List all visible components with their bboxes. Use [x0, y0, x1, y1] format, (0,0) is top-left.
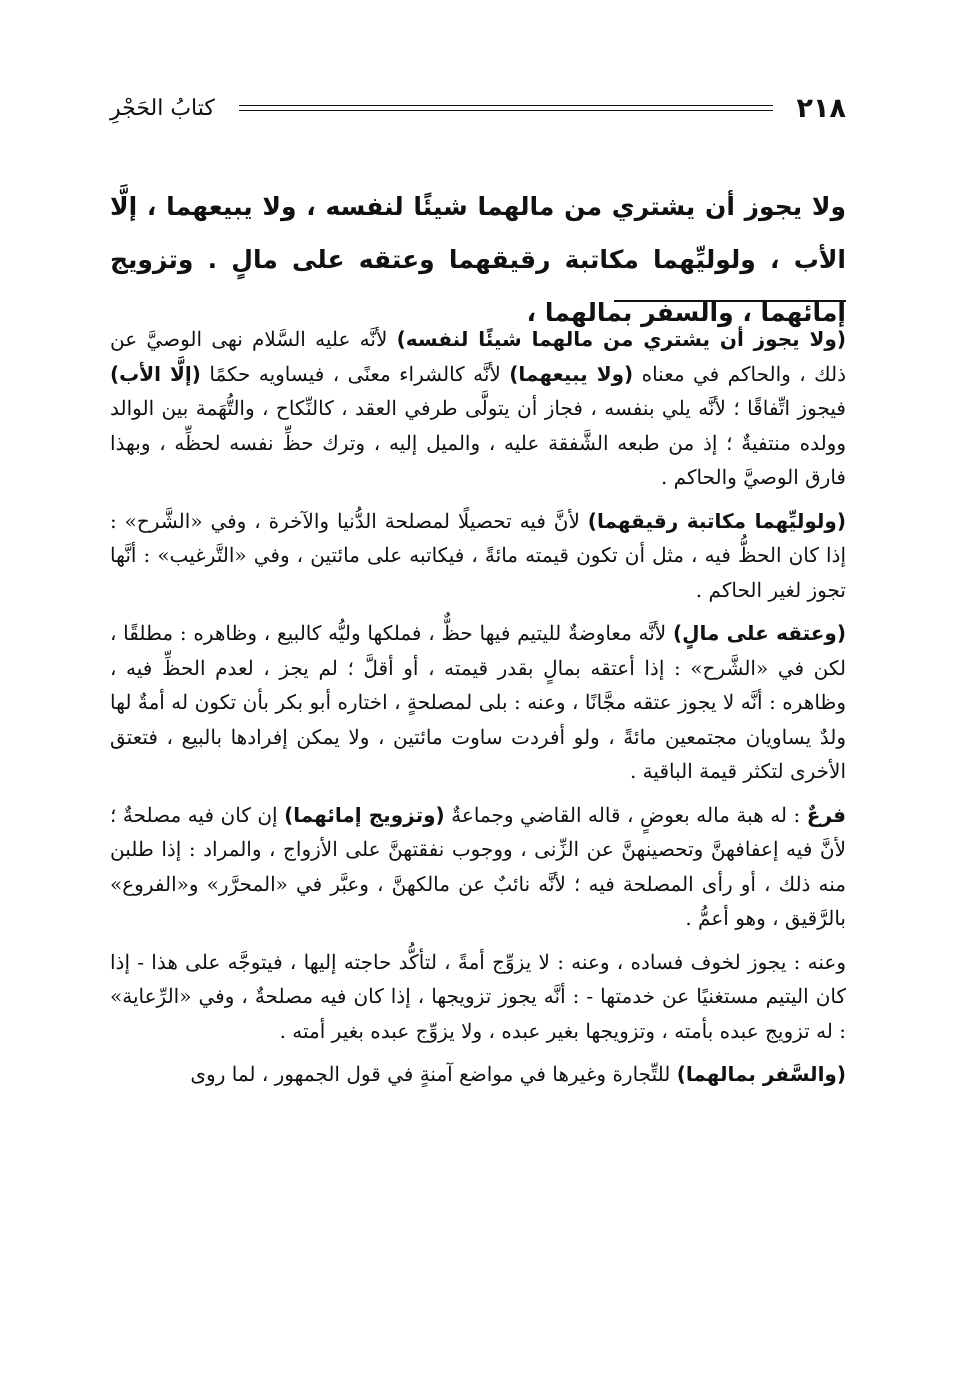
commentary-paragraph	[110, 322, 846, 495]
quoted-matn: (ولا يجوز أن يشتري من مالهما شيئًا لنفسه)	[396, 327, 846, 351]
quoted-matn: (ولوليِّهما مكاتبة رقيقهما)	[587, 508, 846, 533]
commentary-text: لأنَّه معاوضةٌ لليتيم فيها حظٌّ ، فملكها وليُّه كالبيع ، وظاهره : مطلقًا ، لكن في «الشَّرح» : إذا أعتقه بمالٍ بقدر قيمته ، أو أقلَّ ؛ لم يجز ، لعدم الحظِّ فيه ، وظاهره : أنَّه لا يجوز عتقه مجَّانًا ، وعنه : بلى لمصلحةٍ ، اختاره أبو بكر بأن تكون له أمةٌ لها ولدٌ يساويان مجتمعين مائةً ، ولو أفردت ساوت مائتين ، ولا يمكن إفرادها بالبيع ، فتعتق الأخرى لتكثر قيمة الباقية .	[110, 621, 846, 783]
quoted-matn: (وعتقه على مالٍ)	[672, 621, 846, 645]
header-rule	[239, 105, 773, 111]
page-header	[110, 88, 846, 128]
book-title: كتابُ الحَجْرِ	[110, 95, 215, 121]
commentary	[110, 322, 846, 1101]
commentary-text: لأنَّ فيه تحصيلًا لمصلحة الدُّنيا والآخرة ، وفي «الشَّرح» : إذا كان الحظُّ فيه ، مثل أن تكون قيمته مائةً ، فيكاتبه على مائتين ، وفي «التَّرغيب» : أنَّها تجوز لغير الحاكم .	[110, 508, 846, 602]
commentary-text: فيجوز اتِّفاقًا ؛ لأنَّه يلي بنفسه ، فجاز أن يتولَّى طرفي العقد ، كالنِّكاح ، والتُّهَمة بين الوالد وولده منتفيةٌ ؛ إذ من طبعه الشَّفقة عليه ، والميل إليه ، وترك حظِّ نفسه لحظِّه ، وبهذا فارق الوصيَّ والحاكم .	[110, 396, 846, 489]
commentary-text: للتِّجارة وغيرها في مواضع آمنةٍ في قول الجمهور ، لما روى	[190, 1062, 677, 1086]
commentary-paragraph	[110, 798, 846, 936]
quoted-matn: (والسَّفر بمالهما)	[676, 1062, 846, 1086]
commentary-paragraph	[110, 616, 846, 789]
commentary-paragraph	[110, 504, 846, 608]
commentary-text: وعنه : يجوز لخوف فساده ، وعنه : لا يزوِّج أمةً ، لتأكُّد حاجته إليها ، فيتوجَّه على هذا - إذا كان اليتيم مستغنيًا عن خدمتها - : أنَّه يجوز تزويجها ، إذا كان فيه مصلحةٌ ، وفي «الرِّعاية» : له تزويج عبده بأمته ، وتزويجها بغير عبده ، ولا يزوِّج عبده بغير أمته .	[110, 949, 846, 1043]
commentary-paragraph	[110, 945, 846, 1049]
commentary-text: إن كان فيه مصلحةٌ ؛ لأنَّ فيه إعفافهنَّ وتحصينهنَّ عن الزِّنى ، ووجوب نفقتهنَّ على الأزواج ، والمراد : إذا طلبن منه ذلك ، أو رأى المصلحة فيه ؛ لأنَّه نائبٌ عن مالكهنَّ ، وعبَّر في «المحرَّر» و«الفروع» بالرَّقيق ، وهو أعمُّ .	[110, 802, 846, 930]
commentary-text: : له هبة ماله بعوضٍ ، قاله القاضي وجماعةٌ	[444, 802, 807, 827]
branch-label: فرعٌ	[806, 802, 846, 827]
quoted-matn: (وتزويج إمائهما)	[284, 802, 445, 827]
commentary-paragraph	[110, 1057, 846, 1092]
quoted-matn: (إلَّا الأب)	[110, 361, 201, 386]
commentary-text: لأنَّه كالشراء معنًى ، فيساويه حكمًا	[200, 361, 510, 386]
page-number: ٢١٨	[796, 92, 846, 124]
commentary-text: لأنَّه عليه السَّلام نهى الوصيَّ عن ذلك ، والحاكم في معناه	[110, 327, 846, 386]
main-text: ولا يجوز أن يشتري من مالهما شيئًا لنفسه ، ولا يبيعهما ، إلَّا الأب ، ولوليِّهما مكاتبة رقيقهما وعتقه على مالٍ . وتزويج إمائهما ، والسفر بمالهما ،	[110, 192, 846, 327]
quoted-matn: (ولا يبيعهما)	[509, 361, 634, 386]
commentary-separator	[614, 300, 846, 302]
